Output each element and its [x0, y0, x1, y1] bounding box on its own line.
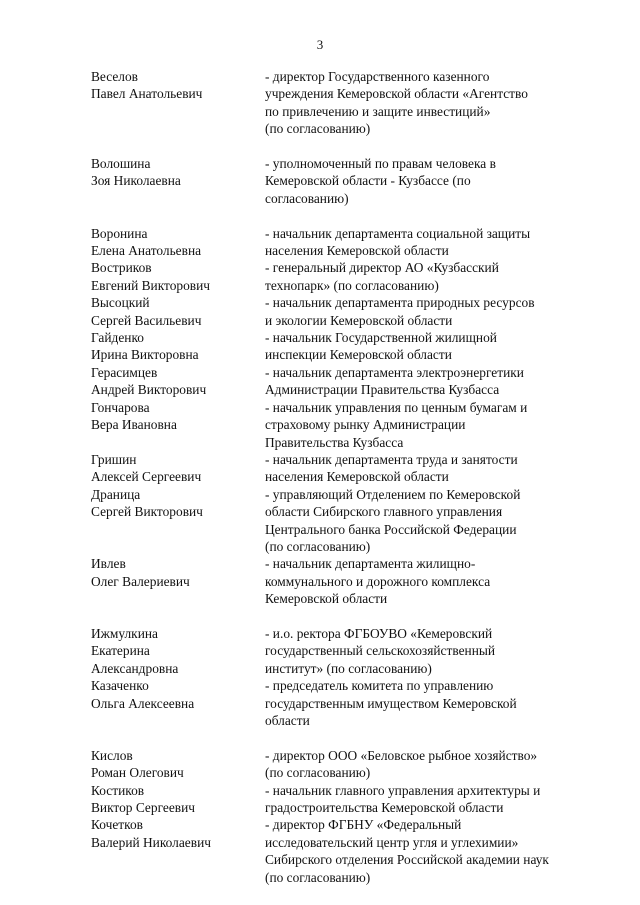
- member-entry: [91, 399, 601, 451]
- member-role-line: области: [265, 712, 310, 728]
- member-name: [91, 747, 265, 782]
- member-name-line: Волошина: [91, 156, 151, 172]
- member-role-line: - председатель комитета по управлению: [265, 678, 494, 694]
- member-name: [91, 555, 265, 590]
- member-name: [91, 225, 265, 260]
- member-role: [265, 399, 601, 451]
- member-name-line: Высоцкий: [91, 295, 150, 311]
- member-role-line: (по согласованию): [265, 121, 371, 137]
- member-name-line: Воронина: [91, 225, 148, 241]
- member-entry: [91, 294, 601, 329]
- member-name-line: Евгений Викторович: [91, 277, 211, 293]
- member-name-line: Герасимцев: [91, 364, 158, 380]
- member-role-line: - начальник департамента труда и занятости: [265, 451, 518, 467]
- member-entry: [91, 364, 601, 399]
- member-name-line: Валерий Николаевич: [91, 834, 211, 850]
- member-role-line: государственный сельскохозяйственный: [265, 643, 496, 659]
- member-role: [265, 364, 601, 399]
- member-role: [265, 816, 601, 886]
- member-name: [91, 816, 265, 851]
- member-name-line: Ивлев: [91, 556, 126, 572]
- member-name: [91, 486, 265, 521]
- member-role-line: - начальник департамента жилищно-: [265, 556, 476, 572]
- member-role-line: - и.о. ректора ФГБОУВО «Кемеровский: [265, 625, 493, 641]
- member-name-line: Сергей Викторович: [91, 504, 203, 520]
- member-name: [91, 329, 265, 364]
- member-name-line: Олег Валериевич: [91, 573, 190, 589]
- member-entry: [91, 68, 601, 138]
- member-role-line: (по согласованию): [265, 765, 371, 781]
- member-role-line: Кемеровской области - Кузбассе (по: [265, 173, 471, 189]
- member-name: [91, 155, 265, 190]
- member-role-line: - директор ООО «Беловское рыбное хозяйство»: [265, 747, 538, 763]
- member-name-line: Гришин: [91, 451, 137, 467]
- member-name-line: Драница: [91, 486, 141, 502]
- member-name-line: Алексей Сергеевич: [91, 469, 202, 485]
- member-entry: [91, 259, 601, 294]
- member-name-line: Гайденко: [91, 330, 144, 346]
- member-name: [91, 677, 265, 712]
- member-entry: [91, 155, 601, 207]
- member-role: [265, 451, 601, 486]
- member-role: [265, 677, 601, 729]
- member-role-line: населения Кемеровской области: [265, 243, 449, 259]
- member-role-line: страховому рынку Администрации: [265, 417, 466, 433]
- member-role: [265, 68, 601, 138]
- member-role-line: - уполномоченный по правам человека в: [265, 156, 496, 172]
- member-role-line: области Сибирского главного управления: [265, 504, 503, 520]
- member-role-line: - начальник департамента социальной защиты: [265, 225, 531, 241]
- member-role-line: градостроительства Кемеровской области: [265, 800, 504, 815]
- member-role: [265, 486, 601, 556]
- member-role-line: - начальник управления по ценным бумагам и: [265, 399, 528, 415]
- member-role-line: исследовательский центр угля и углехимии»: [265, 834, 519, 850]
- member-role-line: - начальник главного управления архитектуры и: [265, 782, 541, 798]
- member-entry: [91, 555, 601, 607]
- member-name-line: Екатерина: [91, 643, 150, 659]
- member-name-line: Костиков: [91, 782, 145, 798]
- member-role: [265, 329, 601, 364]
- member-role-line: технопарк» (по согласованию): [265, 277, 439, 293]
- member-role-line: согласованию): [265, 190, 349, 206]
- member-role-line: Кемеровской области: [265, 591, 388, 607]
- member-name-line: Роман Олегович: [91, 765, 184, 781]
- member-roster: [91, 68, 601, 886]
- page-number: 3: [316, 37, 324, 52]
- member-role-line: - управляющий Отделением по Кемеровской: [265, 486, 521, 502]
- member-role-line: Центрального банка Российской Федерации: [265, 521, 517, 537]
- member-role-line: по привлечению и защите инвестиций»: [265, 103, 491, 119]
- member-name-line: Александровна: [91, 660, 179, 676]
- member-role: [265, 555, 601, 607]
- member-role-line: институт» (по согласованию): [265, 660, 432, 676]
- member-name: [91, 399, 265, 434]
- member-entry: [91, 329, 601, 364]
- member-entry: [91, 782, 601, 817]
- member-role-line: Администрации Правительства Кузбасса: [265, 382, 500, 398]
- member-role-line: Сибирского отделения Российской академии наук: [265, 852, 549, 868]
- member-role: [265, 747, 601, 782]
- member-name-line: Ижмулкина: [91, 625, 158, 641]
- member-entry: [91, 816, 601, 886]
- member-name-line: Елена Анатольевна: [91, 243, 202, 259]
- member-role-line: - начальник департамента электроэнергетики: [265, 364, 524, 380]
- member-role: [265, 294, 601, 329]
- member-role: [265, 782, 601, 817]
- member-role: [265, 259, 601, 294]
- member-entry: [91, 747, 601, 782]
- member-role-line: - начальник департамента природных ресурсов: [265, 295, 535, 311]
- member-name-line: Павел Анатольевич: [91, 86, 203, 102]
- member-name-line: Ольга Алексеевна: [91, 695, 195, 711]
- member-name-line: Гончарова: [91, 399, 150, 415]
- member-name-line: Вера Ивановна: [91, 417, 177, 433]
- member-name-line: Зоя Николаевна: [91, 173, 181, 189]
- member-name-line: Виктор Сергеевич: [91, 800, 195, 815]
- member-entry: [91, 451, 601, 486]
- member-role-line: государственным имуществом Кемеровской: [265, 695, 517, 711]
- member-name: [91, 259, 265, 294]
- member-name-line: Ирина Викторовна: [91, 347, 199, 363]
- member-role-line: населения Кемеровской области: [265, 469, 449, 485]
- member-role-line: (по согласованию): [265, 538, 371, 554]
- member-name: [91, 364, 265, 399]
- member-name-line: Андрей Викторович: [91, 382, 207, 398]
- member-role: [265, 625, 601, 677]
- member-entry: [91, 677, 601, 729]
- member-role-line: учреждения Кемеровской области «Агентство: [265, 86, 528, 102]
- member-name: [91, 68, 265, 103]
- member-role-line: - генеральный директор АО «Кузбасский: [265, 260, 499, 276]
- member-entry: [91, 225, 601, 260]
- member-role-line: - директор Государственного казенного: [265, 69, 490, 84]
- member-name-line: Казаченко: [91, 678, 149, 694]
- member-name-line: Веселов: [91, 69, 138, 84]
- member-role-line: коммунального и дорожного комплекса: [265, 573, 491, 589]
- member-name-line: Кислов: [91, 747, 133, 763]
- member-role: [265, 155, 601, 207]
- member-role-line: (по согласованию): [265, 869, 371, 885]
- member-role-line: Правительства Кузбасса: [265, 434, 404, 450]
- member-entry: [91, 625, 601, 677]
- member-name-line: Сергей Васильевич: [91, 312, 202, 328]
- member-role-line: инспекции Кемеровской области: [265, 347, 452, 363]
- member-name: [91, 294, 265, 329]
- member-role-line: - начальник Государственной жилищной: [265, 330, 497, 346]
- member-name-line: Кочетков: [91, 817, 143, 833]
- member-role-line: и экологии Кемеровской области: [265, 312, 453, 328]
- member-role: [265, 225, 601, 260]
- member-role-line: - директор ФГБНУ «Федеральный: [265, 817, 462, 833]
- member-name: [91, 625, 265, 677]
- member-name: [91, 782, 265, 817]
- member-name-line: Востриков: [91, 260, 152, 276]
- member-entry: [91, 486, 601, 556]
- member-name: [91, 451, 265, 486]
